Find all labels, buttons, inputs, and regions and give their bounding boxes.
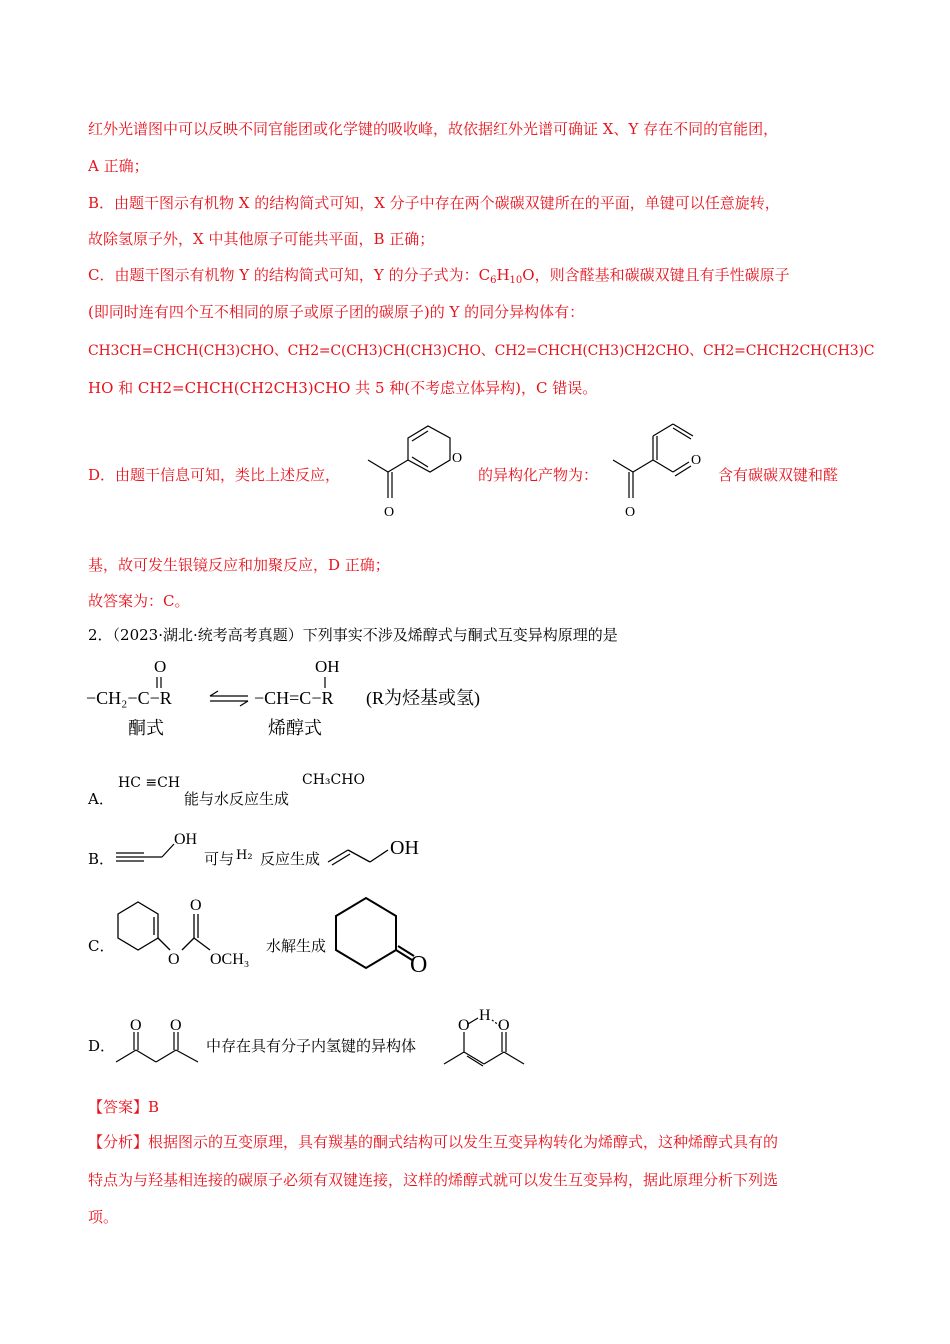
option-d-oxygen-2: O: [170, 1017, 182, 1034]
option-d-hydrogen: H: [479, 1007, 491, 1024]
scheme-note: (R为烃基或氢): [366, 688, 480, 708]
option-b-label: B．: [88, 850, 115, 868]
option-c-ester-oxygen: O: [168, 951, 180, 968]
explanation-line-8: HO 和 CH2=CHCH(CH2CH3)CHO 共 5 种(不考虑立体异构)，C 错误。: [88, 379, 598, 397]
question-2-stem: 2．（2023·湖北·统考高考真题）下列事实不涉及烯醇式与酮式互变异构原理的是: [88, 626, 618, 644]
answer-line: 故答案为：C。: [88, 592, 190, 610]
scheme-label-enol: 烯醇式: [268, 718, 322, 738]
aldehyde-oxygen-label: O: [691, 453, 702, 468]
option-c-text: 水解生成: [266, 937, 327, 955]
analysis-line-2: 特点为与羟基相连接的碳原子必须有双键连接，这样的烯醇式就可以发生互变异构，据此原理分析下列选: [88, 1171, 779, 1189]
ketone-oxygen-label: O: [384, 505, 395, 520]
analysis-line-3: 项。: [88, 1208, 119, 1226]
cyclohexanone-structure: [332, 890, 442, 978]
explanation-line-7: CH3CH=CHCH(CH3)CHO、CH2=C(CH3)CH(CH3)CHO、CH2=CHCH(CH3)CH2CHO、CH2=CHCH2CH(CH3)C: [88, 343, 875, 359]
option-a-product: CH₃CHO: [302, 772, 365, 788]
explanation-d-prefix: D．由题干信息可知，类比上述反应，: [88, 466, 341, 484]
scheme-enol-hydroxyl: OH: [315, 657, 340, 676]
option-a-text: 能与水反应生成: [184, 790, 290, 808]
option-b-text-2: 反应生成: [260, 850, 321, 868]
option-c-product-oxygen: O: [410, 952, 428, 978]
pyran-oxygen-label: O: [452, 451, 463, 466]
acetylacetone-structure: [112, 1014, 212, 1074]
option-b-reactant-oh: OH: [174, 831, 198, 848]
explanation-line-5: C．由题干图示有机物 Y 的结构简式可知，Y 的分子式为：$C_6H_{10}O$，则含醛基和碳碳双键且有手性碳原子: [88, 266, 790, 286]
pyran-ketone-structure: [360, 410, 475, 525]
option-b-h2: H₂: [236, 848, 253, 863]
explanation-line-2: A 正确；: [88, 157, 149, 175]
option-c-label: C．: [88, 937, 115, 955]
explanation-d-mid: 的异构化产物为：: [478, 466, 599, 484]
enol-hydrogen-bond-structure: [440, 1000, 550, 1076]
option-a-label: A．: [88, 790, 114, 808]
option-b-product-oh: OH: [390, 837, 419, 859]
propargyl-alcohol-structure: [114, 826, 204, 866]
option-d-label: D．: [88, 1037, 116, 1055]
option-a-reactant: HC ≡CH: [118, 775, 181, 791]
explanation-line-1: 红外光谱图中可以反映不同官能团或化学键的吸收峰，故依据红外光谱可确证 X、Y 存在不同的官能团，: [88, 120, 779, 138]
option-d-text: 中存在具有分子内氢键的异构体: [206, 1037, 417, 1055]
analysis-line-1: 【分析】根据图示的互变原理，具有羰基的酮式结构可以发生互变异构转化为烯醇式，这种烯醇式具有的: [88, 1133, 779, 1151]
option-b-text-1: 可与: [204, 850, 235, 868]
product-ketone-oxygen-label: O: [625, 505, 636, 520]
explanation-d-suffix: 含有碳碳双键和醛: [718, 466, 839, 484]
isomer-product-structure: [605, 418, 715, 528]
explanation-line-6: (即同时连有四个互不相同的原子或原子团的碳原子)的 Y 的同分异构体有：: [88, 303, 585, 321]
option-c-carbonyl-oxygen: O: [190, 897, 202, 914]
explanation-line-4: 故除氢原子外，X 中其他原子可能共平面，B 正确；: [88, 230, 435, 248]
scheme-enol-formula: −CH=C−R: [254, 688, 334, 708]
explanation-line-3: B．由题干图示有机物 X 的结构简式可知，X 分子中存在两个碳碳双键所在的平面，单键可以任意旋转，: [88, 194, 780, 212]
answer-tag: 【答案】B: [88, 1098, 160, 1116]
tautomer-scheme: [86, 652, 516, 742]
allyl-alcohol-structure: [326, 830, 430, 870]
enol-carbonate-structure: [112, 886, 272, 976]
scheme-label-ketone: 酮式: [128, 718, 164, 738]
explanation-d-end: 基，故可发生银镜反应和加聚反应，D 正确；: [88, 556, 390, 574]
option-d-isomer-oxygen-1: O: [458, 1017, 470, 1034]
scheme-ketone-oxygen: O: [154, 657, 167, 676]
option-c-methoxy: OCH₃: [210, 951, 250, 968]
option-d-oxygen-1: O: [130, 1017, 142, 1034]
option-d-isomer-oxygen-2: O: [498, 1017, 510, 1034]
scheme-ketone-formula: −CH₂−C−R: [86, 688, 172, 708]
